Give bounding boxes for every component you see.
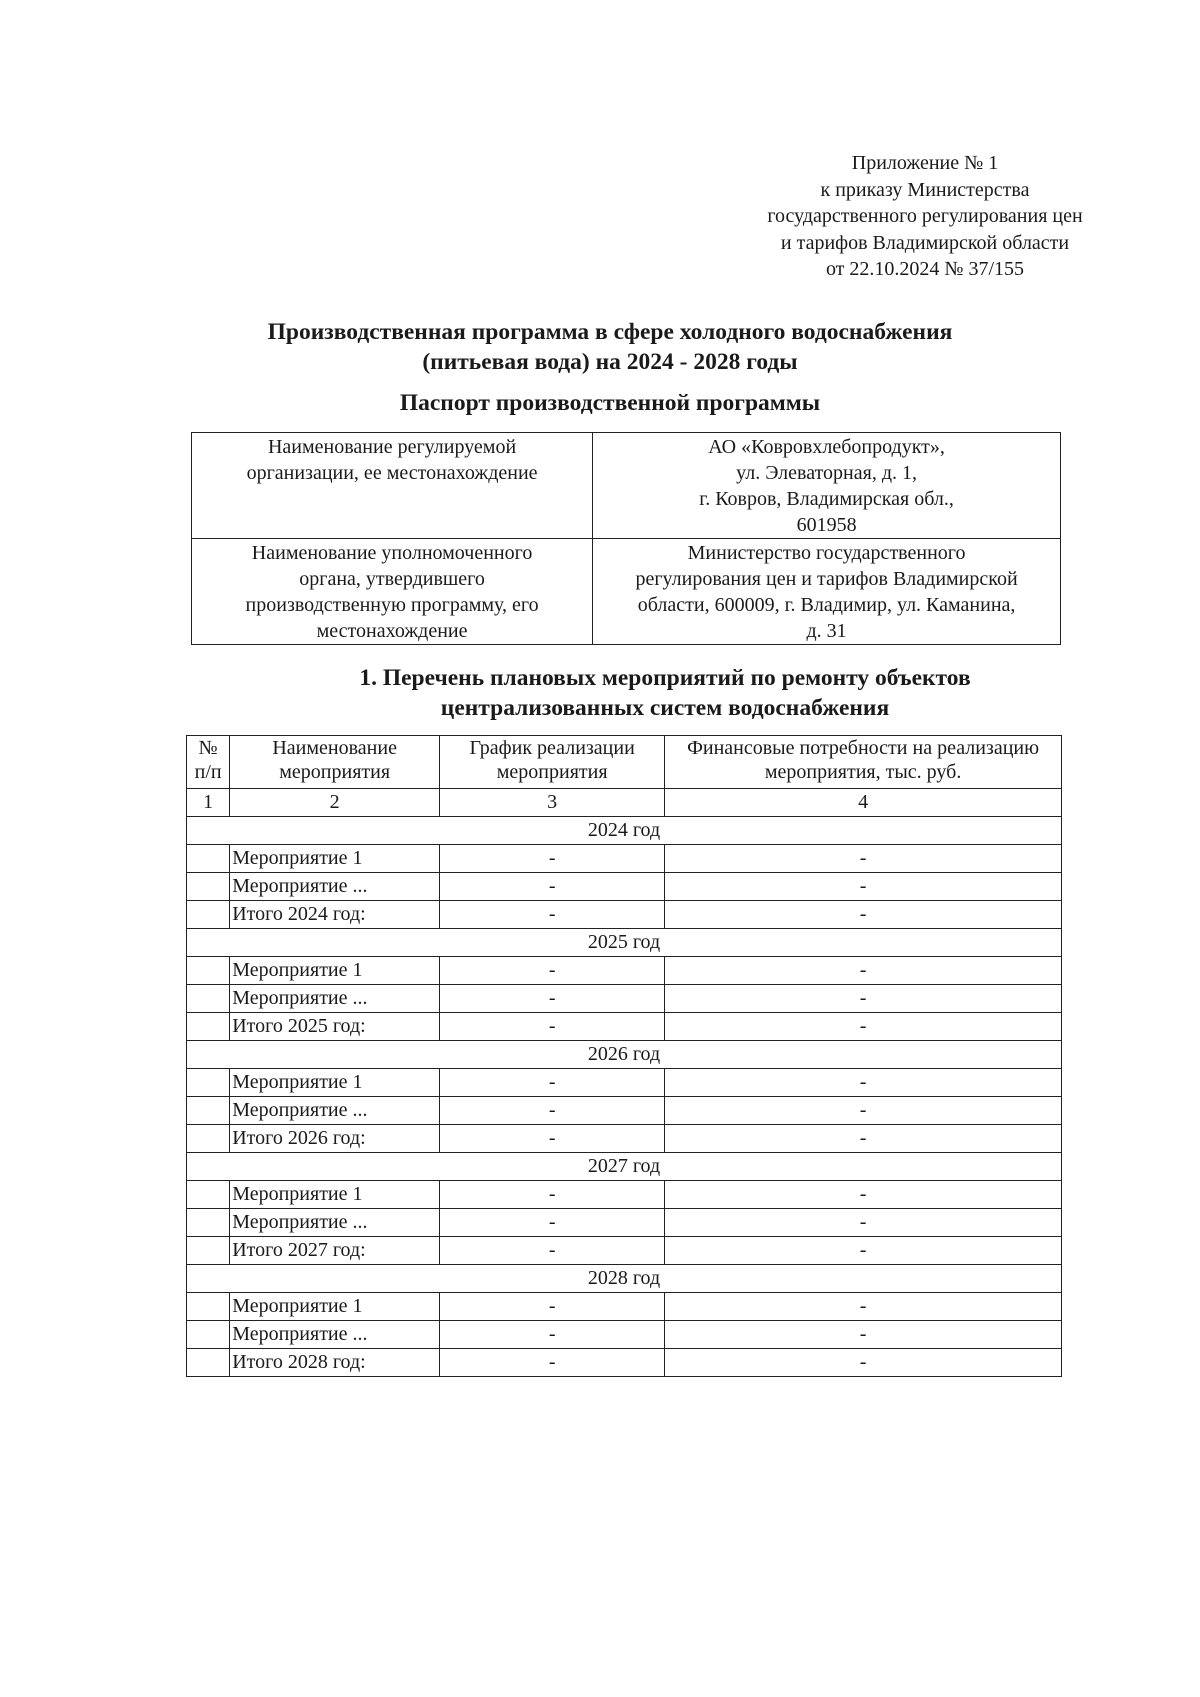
event-finance: - bbox=[665, 1013, 1062, 1041]
event-schedule: - bbox=[440, 1013, 665, 1041]
event-schedule: - bbox=[440, 845, 665, 873]
event-finance: - bbox=[665, 1069, 1062, 1097]
event-name: Мероприятие ... bbox=[230, 873, 440, 901]
title-line: Производственная программа в сфере холодного водоснабжения bbox=[267, 319, 953, 345]
table-row bbox=[187, 985, 1062, 1013]
table-row bbox=[187, 1181, 1062, 1209]
cell-line: ул. Элеваторная, д. 1, bbox=[736, 462, 917, 484]
header-name bbox=[230, 736, 440, 789]
event-name: Мероприятие ... bbox=[230, 1321, 440, 1349]
cell-line: д. 31 bbox=[806, 620, 847, 642]
approval-line: и тарифов Владимирской области bbox=[780, 231, 1070, 254]
event-finance: - bbox=[665, 873, 1062, 901]
approval-line: Приложение № 1 bbox=[851, 152, 999, 174]
row-num bbox=[187, 873, 230, 901]
row-num bbox=[187, 1069, 230, 1097]
event-name: Итого 2025 год: bbox=[230, 1013, 440, 1041]
event-schedule: - bbox=[440, 1209, 665, 1237]
event-name: Итого 2024 год: bbox=[230, 901, 440, 929]
event-finance: - bbox=[665, 1293, 1062, 1321]
event-finance: - bbox=[665, 1237, 1062, 1265]
table-header-row bbox=[187, 736, 1062, 789]
cell-line: мероприятия bbox=[496, 761, 608, 783]
year-label: 2026 год bbox=[187, 1041, 1062, 1069]
event-schedule: - bbox=[440, 1097, 665, 1125]
cell-line: № bbox=[198, 737, 218, 759]
row-num bbox=[187, 1321, 230, 1349]
section-title bbox=[250, 663, 1080, 723]
table-row bbox=[187, 1125, 1062, 1153]
event-finance: - bbox=[665, 901, 1062, 929]
cell-line: г. Ковров, Владимирская обл., bbox=[699, 488, 954, 510]
event-finance: - bbox=[665, 1097, 1062, 1125]
year-row bbox=[187, 817, 1062, 845]
section-title-line: централизованных систем водоснабжения bbox=[440, 695, 890, 721]
row-num bbox=[187, 1097, 230, 1125]
table-row bbox=[187, 845, 1062, 873]
year-row bbox=[187, 1041, 1062, 1069]
cell-line: п/п bbox=[194, 761, 222, 783]
table-row bbox=[187, 957, 1062, 985]
table-row bbox=[187, 1237, 1062, 1265]
passport-value-cell bbox=[593, 433, 1061, 539]
event-finance: - bbox=[665, 1181, 1062, 1209]
header-finance bbox=[665, 736, 1062, 789]
event-schedule: - bbox=[440, 957, 665, 985]
year-row bbox=[187, 1153, 1062, 1181]
title-line: (питьевая вода) на 2024 - 2028 годы bbox=[422, 349, 798, 375]
event-name: Мероприятие ... bbox=[230, 1097, 440, 1125]
col-number: 3 bbox=[440, 789, 665, 817]
event-schedule: - bbox=[440, 1069, 665, 1097]
table-row bbox=[187, 1097, 1062, 1125]
event-name: Мероприятие ... bbox=[230, 1209, 440, 1237]
event-name: Мероприятие 1 bbox=[230, 957, 440, 985]
event-name: Итого 2028 год: bbox=[230, 1349, 440, 1377]
year-row bbox=[187, 929, 1062, 957]
event-schedule: - bbox=[440, 1125, 665, 1153]
event-schedule: - bbox=[440, 1349, 665, 1377]
row-num bbox=[187, 1237, 230, 1265]
year-label: 2027 год bbox=[187, 1153, 1062, 1181]
header-num bbox=[187, 736, 230, 789]
row-num bbox=[187, 1349, 230, 1377]
event-finance: - bbox=[665, 1349, 1062, 1377]
event-name: Мероприятие 1 bbox=[230, 1069, 440, 1097]
column-number-row bbox=[187, 789, 1062, 817]
table-row bbox=[187, 1013, 1062, 1041]
cell-line: органа, утвердившего bbox=[299, 568, 485, 590]
event-name: Мероприятие 1 bbox=[230, 1293, 440, 1321]
event-schedule: - bbox=[440, 1237, 665, 1265]
event-finance: - bbox=[665, 1321, 1062, 1349]
col-number: 2 bbox=[230, 789, 440, 817]
row-num bbox=[187, 901, 230, 929]
passport-row bbox=[192, 433, 1061, 539]
year-label: 2025 год bbox=[187, 929, 1062, 957]
approval-block bbox=[735, 150, 1115, 283]
section-title-line: 1. Перечень плановых мероприятий по ремонту объектов bbox=[359, 665, 971, 691]
cell-line: местонахождение bbox=[316, 620, 468, 642]
passport-title: Паспорт производственной программы bbox=[399, 390, 821, 416]
cell-line: организации, ее местонахождение bbox=[246, 462, 538, 484]
cell-line: Наименование bbox=[272, 737, 397, 759]
row-num bbox=[187, 1125, 230, 1153]
passport-label-cell bbox=[192, 433, 593, 539]
event-name: Мероприятие 1 bbox=[230, 845, 440, 873]
header-schedule bbox=[440, 736, 665, 789]
row-num bbox=[187, 1181, 230, 1209]
event-finance: - bbox=[665, 1209, 1062, 1237]
cell-line: области, 600009, г. Владимир, ул. Каманина, bbox=[637, 594, 1016, 616]
event-name: Итого 2026 год: bbox=[230, 1125, 440, 1153]
table-row bbox=[187, 1209, 1062, 1237]
event-finance: - bbox=[665, 957, 1062, 985]
year-label: 2028 год bbox=[187, 1265, 1062, 1293]
cell-line: Наименование уполномоченного bbox=[251, 542, 533, 564]
event-finance: - bbox=[665, 985, 1062, 1013]
event-schedule: - bbox=[440, 1293, 665, 1321]
row-num bbox=[187, 985, 230, 1013]
table-row bbox=[187, 1321, 1062, 1349]
event-schedule: - bbox=[440, 1321, 665, 1349]
row-num bbox=[187, 1013, 230, 1041]
row-num bbox=[187, 1209, 230, 1237]
year-row bbox=[187, 1265, 1062, 1293]
cell-line: Наименование регулируемой bbox=[267, 436, 517, 458]
passport-value-cell bbox=[593, 539, 1061, 645]
table-row bbox=[187, 1069, 1062, 1097]
event-schedule: - bbox=[440, 901, 665, 929]
event-finance: - bbox=[665, 845, 1062, 873]
row-num bbox=[187, 1293, 230, 1321]
approval-line: государственного регулирования цен bbox=[767, 205, 1083, 227]
document-title bbox=[160, 317, 1060, 377]
event-finance: - bbox=[665, 1125, 1062, 1153]
cell-line: производственную программу, его bbox=[245, 594, 539, 616]
row-num bbox=[187, 845, 230, 873]
events-table bbox=[186, 735, 1062, 1377]
passport-label-cell bbox=[192, 539, 593, 645]
event-name: Итого 2027 год: bbox=[230, 1237, 440, 1265]
passport-row bbox=[192, 539, 1061, 645]
col-number: 4 bbox=[665, 789, 1062, 817]
table-row bbox=[187, 1293, 1062, 1321]
cell-line: 601958 bbox=[796, 514, 857, 536]
event-name: Мероприятие 1 bbox=[230, 1181, 440, 1209]
table-row bbox=[187, 1349, 1062, 1377]
passport-table bbox=[191, 432, 1061, 645]
cell-line: мероприятия bbox=[279, 761, 391, 783]
event-name: Мероприятие ... bbox=[230, 985, 440, 1013]
col-number: 1 bbox=[187, 789, 230, 817]
event-schedule: - bbox=[440, 873, 665, 901]
cell-line: Финансовые потребности на реализацию bbox=[687, 737, 1040, 759]
table-row bbox=[187, 873, 1062, 901]
event-schedule: - bbox=[440, 1181, 665, 1209]
approval-line: от 22.10.2024 № 37/155 bbox=[825, 258, 1025, 280]
row-num bbox=[187, 957, 230, 985]
cell-line: Министерство государственного bbox=[687, 542, 966, 564]
cell-line: регулирования цен и тарифов Владимирской bbox=[635, 568, 1018, 590]
table-row bbox=[187, 901, 1062, 929]
cell-line: График реализации bbox=[469, 737, 635, 759]
cell-line: мероприятия, тыс. руб. bbox=[764, 761, 962, 783]
year-label: 2024 год bbox=[187, 817, 1062, 845]
cell-line: АО «Ковровхлебопродукт», bbox=[708, 436, 945, 458]
event-schedule: - bbox=[440, 985, 665, 1013]
approval-line: к приказу Министерства bbox=[820, 178, 1030, 201]
